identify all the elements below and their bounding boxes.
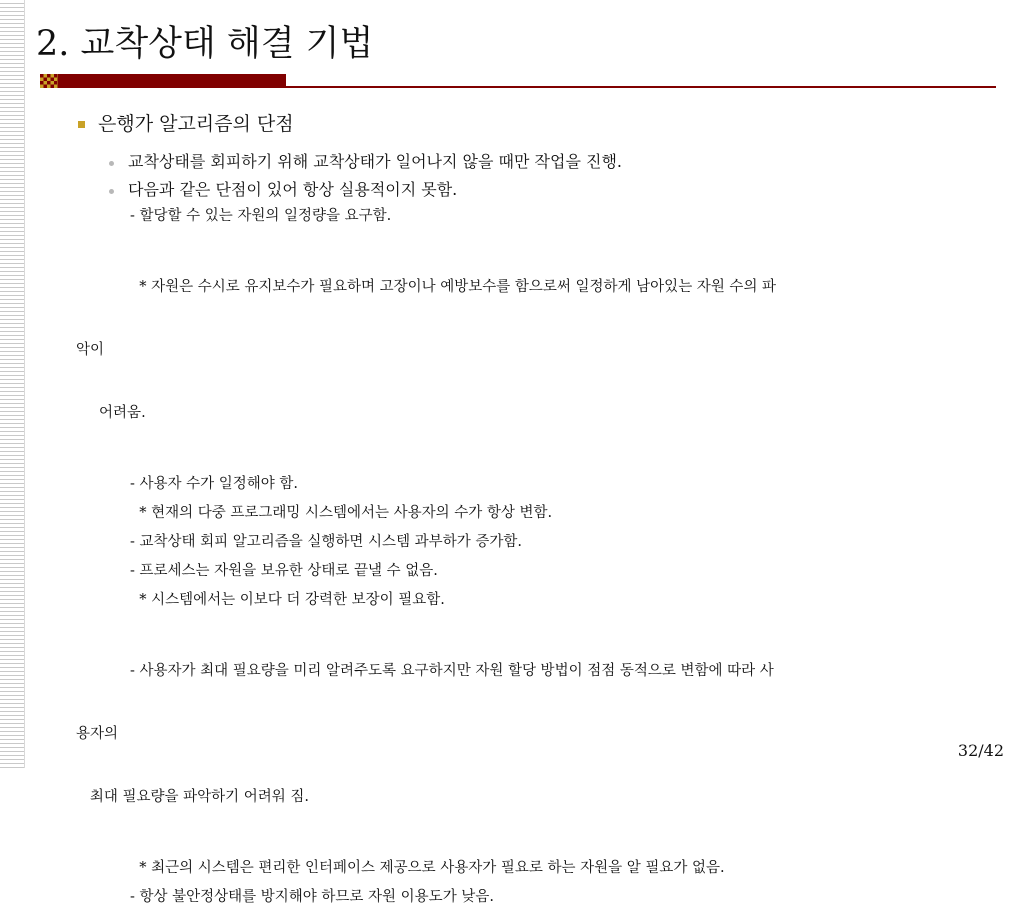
detail-line: - 교착상태 회피 알고리즘을 실행하면 시스템 과부하가 증가함. — [130, 534, 522, 550]
detail-line: - 사용자 수가 일정해야 함. — [130, 476, 299, 492]
square-bullet-icon — [78, 121, 85, 128]
slide-content — [76, 108, 996, 916]
detail-line — [76, 619, 996, 850]
detail-line: * 현재의 다중 프로그래밍 시스템에서는 사용자의 수가 항상 변함. — [130, 505, 553, 521]
bullet-text: 다음과 같은 단점이 있어 항상 실용적이지 못함. — [128, 180, 458, 199]
detail-list — [76, 206, 996, 908]
detail-line: * 시스템에서는 이보다 더 강력한 보장이 필요함. — [130, 592, 445, 608]
slide-title: 2. 교착상태 해결 기법 — [36, 24, 374, 64]
dot-bullet-icon — [109, 189, 114, 194]
detail-continued: 용자의 — [76, 726, 119, 742]
detail-text: - 사용자가 최대 필요량을 미리 알려주도록 요구하지만 자원 할당 방법이 점점 동적으로 변함에 따라 사 — [130, 663, 774, 679]
heading-item — [76, 110, 996, 138]
checker-pattern-icon — [40, 74, 58, 88]
dot-bullet-icon — [109, 161, 114, 166]
title-underline-thin — [286, 86, 996, 88]
detail-continued: 악이 — [76, 342, 105, 358]
page-number: 32/42 — [957, 741, 1004, 760]
title-underline-thick — [40, 74, 286, 88]
bullet-item — [76, 150, 996, 174]
detail-line: - 프로세스는 자원을 보유한 상태로 끝낼 수 없음. — [130, 563, 438, 579]
detail-line: - 항상 불안정상태를 방지해야 하므로 자원 이용도가 낮음. — [130, 889, 494, 905]
detail-line: - 할당할 수 있는 자원의 일정량을 요구함. — [130, 208, 392, 224]
detail-text: * 자원은 수시로 유지보수가 필요하며 고장이나 예방보수를 함으로써 일정하게 남아있는 자원 수의 파 — [130, 279, 777, 295]
detail-continued: 최대 필요량을 파악하기 어려워 짐. — [76, 789, 309, 805]
decorative-stripes — [0, 0, 25, 768]
detail-continued: 어려움. — [76, 405, 146, 421]
detail-line: * 최근의 시스템은 편리한 인터페이스 제공으로 사용자가 필요로 하는 자원을 알 필요가 없음. — [130, 860, 725, 876]
detail-line — [76, 235, 996, 466]
heading-text: 은행가 알고리즘의 단점 — [98, 113, 294, 135]
bullet-item — [76, 178, 996, 202]
bullet-text: 교착상태를 회피하기 위해 교착상태가 일어나지 않을 때만 작업을 진행. — [128, 152, 622, 171]
